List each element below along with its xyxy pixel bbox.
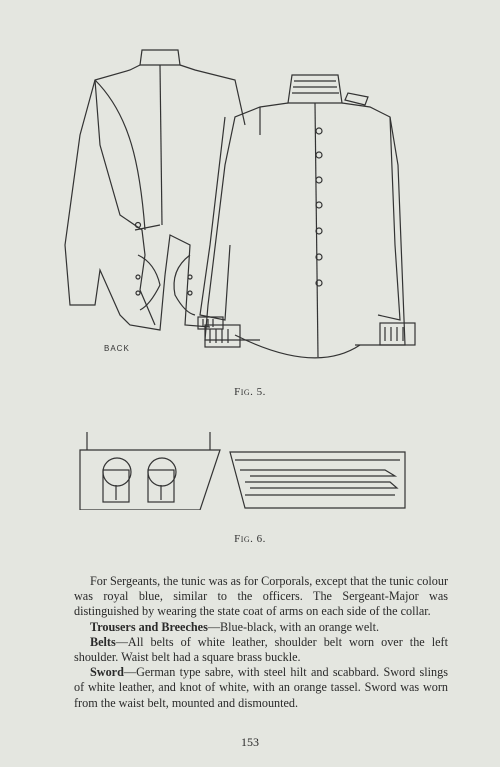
figure-6-caption <box>0 533 500 545</box>
trousers-heading: Trousers and Breeches <box>90 619 208 634</box>
body-text <box>74 574 448 711</box>
figure-6-collar-drawing <box>75 430 435 510</box>
tunic-front-drawing <box>200 75 415 358</box>
paragraph-sword <box>74 665 448 711</box>
sword-heading: Sword <box>90 665 124 680</box>
sword-text: —German type sabre, with steel hilt and scabbard. Sword slings of white leather, and knot of white, with an orange tassel. Sword was worn from the waist belt, mounted and dismounted. <box>74 665 448 710</box>
back-label: BACK <box>104 344 130 353</box>
belts-heading: Belts <box>90 634 116 649</box>
figure-6-label: Fig. 6. <box>234 533 266 545</box>
figure-5-caption <box>0 386 500 398</box>
page-number: 153 <box>241 735 259 749</box>
belts-text: —All belts of white leather, shoulder belt worn over the left shoulder. Waist belt had a square brass buckle. <box>74 634 448 665</box>
tunic-back-drawing <box>65 50 245 330</box>
paragraph-belts <box>74 635 448 665</box>
figure-5-tunic-drawing <box>60 45 450 365</box>
figure-5-label: Fig. 5. <box>234 386 266 398</box>
paragraph-sergeants: For Sergeants, the tunic was as for Corporals, except that the tunic colour was royal blue, similar to the officers. The Sergeant-Major was distinguished by wearing the state coat of arms on each side of the collar. <box>74 574 448 619</box>
trousers-text: —Blue-black, with an orange welt. <box>207 619 380 634</box>
collar-with-badges-drawing <box>80 432 220 510</box>
collar-with-stripes-drawing <box>230 452 405 508</box>
paragraph-trousers <box>74 620 448 635</box>
